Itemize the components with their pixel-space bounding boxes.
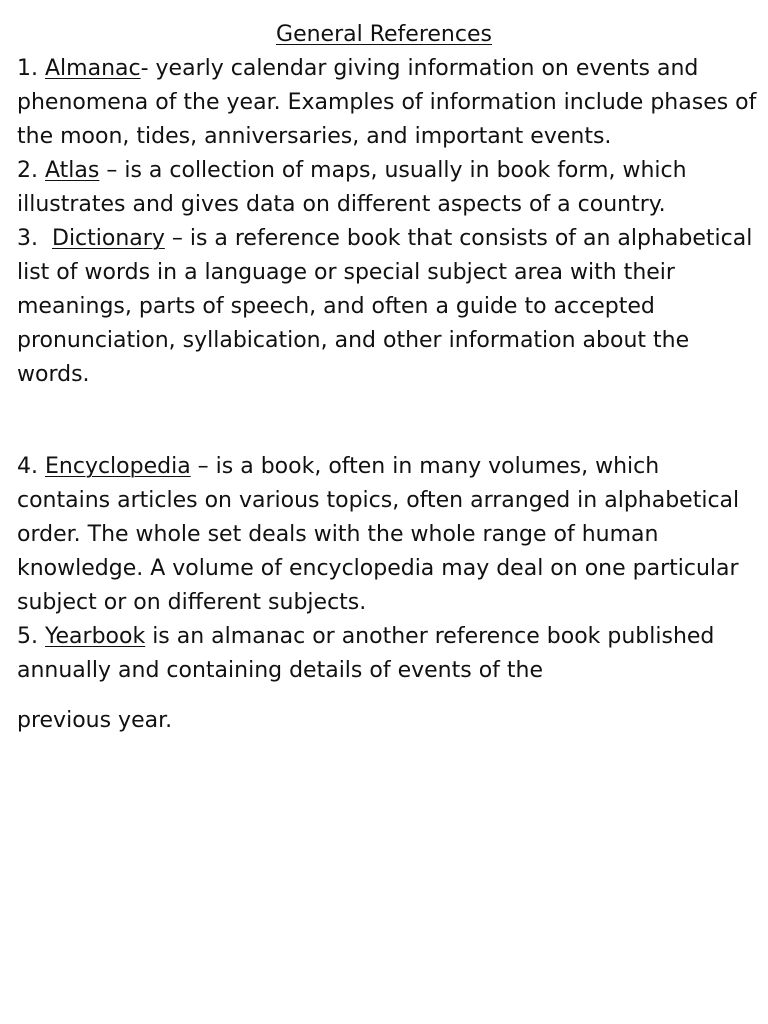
entry-term: Yearbook (45, 624, 146, 649)
entry-atlas (17, 154, 757, 222)
entry-dictionary (17, 222, 757, 392)
page-title: General References (276, 22, 492, 47)
entry-term: Almanac (45, 56, 141, 81)
entry-text: – is a reference book that consists of an alphabetical list of words in a language or special subject area with their meanings, parts of speech, and often a guide to accepted pronunciation, syllabication, and other information about the words. (17, 226, 753, 387)
entry-text: is an almanac or another reference book published annually and containing details of events of the (17, 624, 715, 683)
paragraph-gap (17, 392, 757, 450)
entry-text: – is a collection of maps, usually in book form, which illustrates and gives data on different aspects of a country. (17, 158, 687, 217)
entry-number: 4. (17, 454, 38, 479)
entry-term: Atlas (45, 158, 100, 183)
entry-text: – is a book, often in many volumes, which contains articles on various topics, often arranged in alphabetical order. The whole set deals with the whole range of human knowledge. A volume of encyclopedia may deal on one particular subject or on different subjects. (17, 454, 740, 615)
entry-number: 2. (17, 158, 38, 183)
entry-encyclopedia (17, 450, 757, 620)
entry-number: 5. (17, 624, 38, 649)
document-page (17, 18, 757, 738)
entry-almanac (17, 52, 757, 154)
entry-number: 3. (17, 226, 38, 251)
entry-text: - yearly calendar giving information on events and phenomena of the year. Examples of information include phases of the moon, tides, anniversaries, and important events. (17, 56, 757, 149)
entry-text-end: previous year. (17, 708, 173, 733)
entry-number: 1. (17, 56, 38, 81)
entry-yearbook (17, 620, 757, 738)
entry-term: Encyclopedia (45, 454, 191, 479)
entry-term: Dictionary (52, 226, 165, 251)
